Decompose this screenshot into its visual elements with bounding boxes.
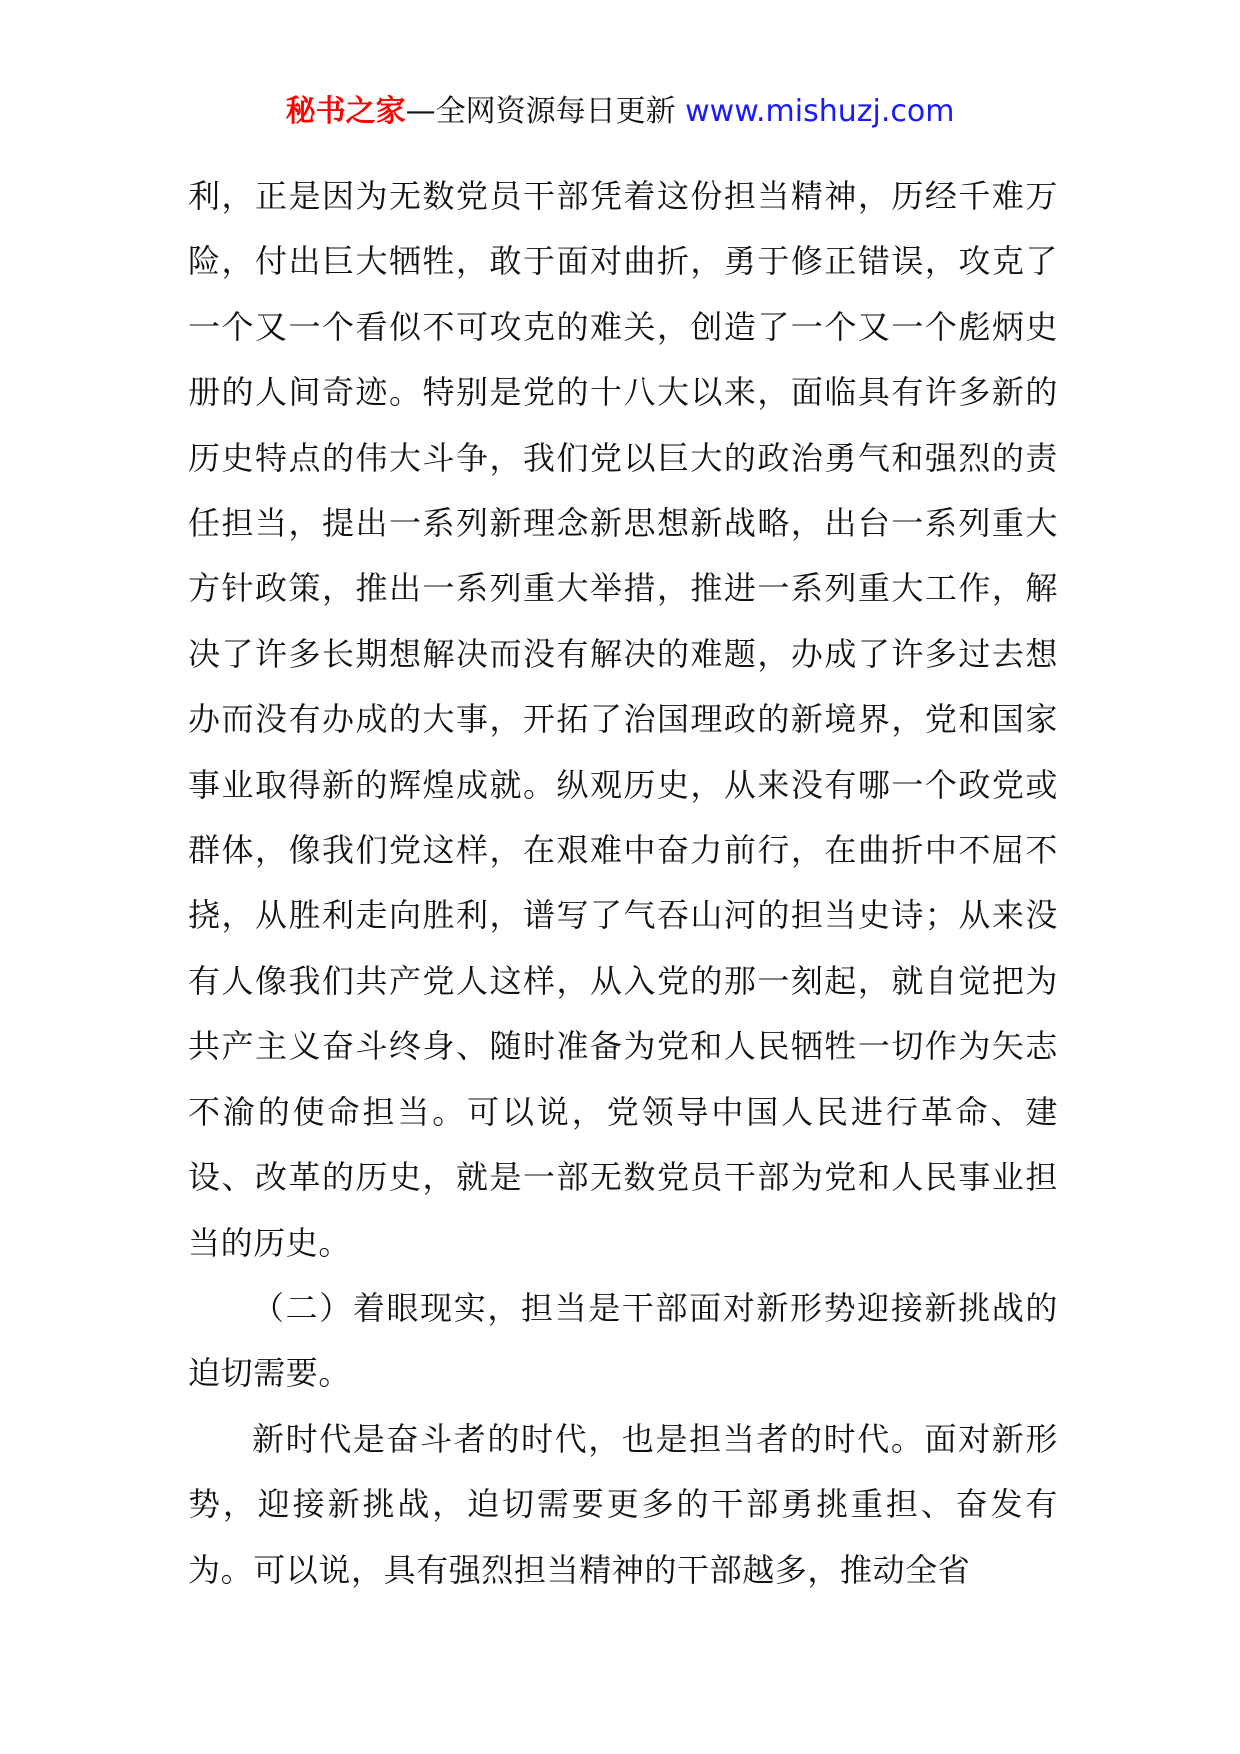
section-heading: （二）着眼现实，担当是干部面对新形势迎接新挑战的迫切需要。 bbox=[188, 1288, 1058, 1393]
site-brand: 秘书之家 bbox=[285, 94, 406, 129]
page-header bbox=[0, 92, 1240, 132]
body-paragraph-continued: 利，正是因为无数党员干部凭着这份担当精神，历经千难万险，付出巨大牺牲，敢于面对曲折，勇于修正错误，攻克了一个又一个看似不可攻克的难关，创造了一个又一个彪炳史册的人间奇迹。特别是党的十八大以来，面临具有许多新的历史特点的伟大斗争，我们党以巨大的政治勇气和强烈的责任担当，提出一系列新理念新思想新战略，出台一系列重大方针政策，推出一系列重大举措，推进一系列重大工作，解决了许多长期想解决而没有解决的难题，办成了许多过去想办而没有办成的大事，开拓了治国理政的新境界，党和国家事业取得新的辉煌成就。纵观历史，从来没有哪一个政党或群体，像我们党这样，在艰难中奋力前行，在曲折中不屈不挠，从胜利走向胜利，谱写了气吞山河的担当史诗；从来没有人像我们共产党人这样，从入党的那一刻起，就自觉把为共产主义奋斗终身、随时准备为党和人民牺牲一切作为矢志不渝的使命担当。可以说，党领导中国人民进行革命、建设、改革的历史，就是一部无数党员干部为党和人民事业担当的历史。 bbox=[188, 177, 1058, 1262]
body-paragraph: 新时代是奋斗者的时代，也是担当者的时代。面对新形势，迎接新挑战，迫切需要更多的干部勇挑重担、奋发有为。可以说，具有强烈担当精神的干部越多，推动全省 bbox=[188, 1419, 1058, 1589]
site-url-link[interactable]: www.mishuzj.com bbox=[685, 94, 955, 129]
document-body bbox=[188, 164, 1058, 1603]
site-tagline: —全网资源每日更新 bbox=[405, 94, 676, 129]
